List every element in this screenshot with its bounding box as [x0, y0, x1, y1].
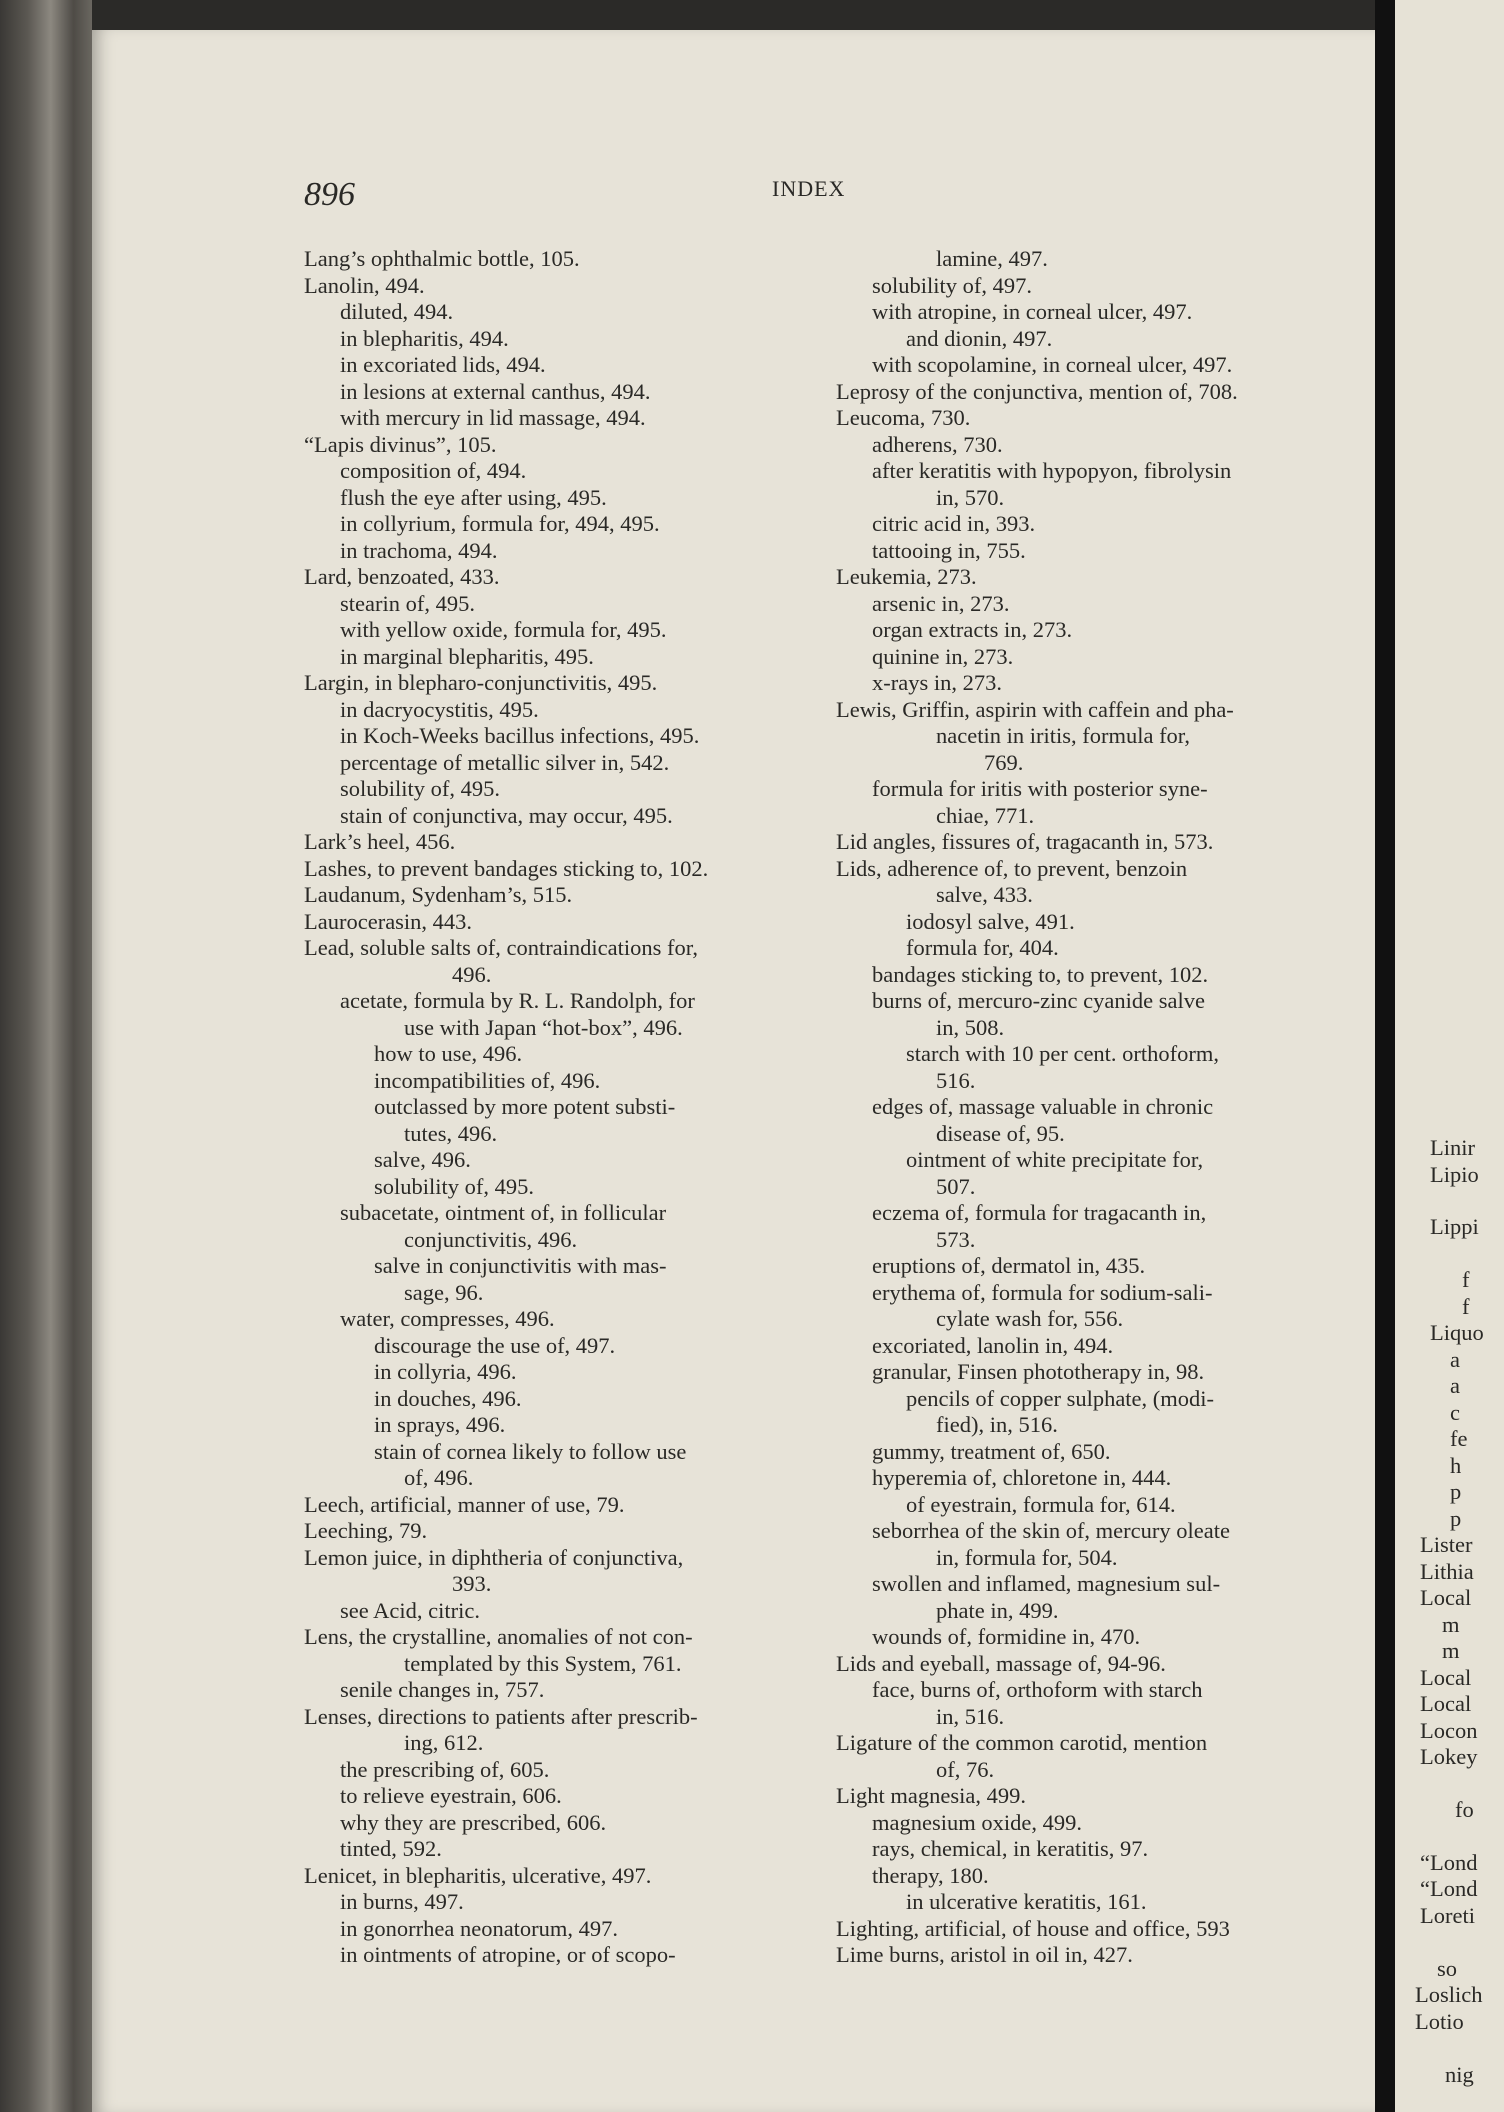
- index-entry: in ointments of atropine, or of scopo-: [340, 1942, 676, 1967]
- index-entry: in, 508.: [936, 1014, 1005, 1040]
- facing-page-fragment: Local: [1420, 1585, 1472, 1610]
- index-entry: in collyria, 496.: [374, 1359, 517, 1384]
- index-entry: flush the eye after using, 495.: [340, 484, 607, 510]
- index-entry: in douches, 496.: [374, 1385, 522, 1411]
- index-entry: Leukemia, 273.: [836, 564, 977, 589]
- facing-page-fragment: Linir: [1430, 1135, 1475, 1160]
- index-entry: granular, Finsen phototherapy in, 98.: [872, 1359, 1205, 1384]
- facing-page-fragment: Lipio: [1430, 1162, 1479, 1187]
- index-entry: Lead, soluble salts of, contraindications for,: [304, 935, 698, 960]
- index-entry: arsenic in, 273.: [872, 590, 1010, 616]
- index-entry: discourage the use of, 497.: [374, 1332, 616, 1358]
- index-entry: in, formula for, 504.: [936, 1544, 1118, 1570]
- index-entry: tinted, 592.: [340, 1836, 442, 1861]
- index-entry: why they are prescribed, 606.: [340, 1809, 607, 1835]
- facing-page-fragment: so: [1437, 1956, 1458, 1981]
- index-entry: in lesions at external canthus, 494.: [340, 378, 651, 404]
- index-entry: salve, 496.: [374, 1147, 471, 1172]
- facing-page-fragment: fe: [1450, 1426, 1468, 1451]
- index-column-right: [836, 246, 1356, 1969]
- facing-page-fragment: Lithia: [1420, 1559, 1474, 1584]
- book-binding-edge: [0, 0, 92, 2112]
- index-entry: in, 570.: [936, 484, 1005, 510]
- index-entry: incompatibilities of, 496.: [374, 1067, 601, 1093]
- index-entry: Lighting, artificial, of house and office, 593: [836, 1915, 1230, 1941]
- index-entry: in, 516.: [936, 1703, 1005, 1729]
- index-entry: senile changes in, 757.: [340, 1677, 545, 1702]
- facing-page-fragment: m: [1442, 1638, 1460, 1663]
- index-entry: solubility of, 497.: [872, 272, 1033, 298]
- index-entry: solubility of, 495.: [374, 1173, 535, 1199]
- facing-page-fragment: Local: [1420, 1665, 1472, 1690]
- index-entry: subacetate, ointment of, in follicular: [340, 1200, 667, 1225]
- index-entry: 393.: [452, 1571, 492, 1596]
- index-entry: starch with 10 per cent. orthoform,: [906, 1041, 1220, 1066]
- index-entry: stearin of, 495.: [340, 590, 475, 616]
- index-entry: fied), in, 516.: [936, 1412, 1058, 1437]
- index-entry: Lark’s heel, 456.: [304, 829, 456, 854]
- facing-page-fragment: “Lond: [1420, 1876, 1478, 1901]
- facing-page-fragment: Lippi: [1430, 1214, 1479, 1239]
- facing-page-fragment: p: [1450, 1506, 1462, 1531]
- index-entry: Largin, in blepharo-conjunctivitis, 495.: [304, 670, 658, 695]
- index-entry: x-rays in, 273.: [872, 670, 1002, 695]
- index-entry: gummy, treatment of, 650.: [872, 1438, 1111, 1464]
- index-entry: erythema of, formula for sodium-sali-: [872, 1279, 1213, 1305]
- index-entry: Leprosy of the conjunctiva, mention of, 708.: [836, 378, 1238, 404]
- index-entry: composition of, 494.: [340, 458, 527, 483]
- index-entry: hyperemia of, chloretone in, 444.: [872, 1465, 1172, 1490]
- index-entry: ointment of white precipitate for,: [906, 1147, 1204, 1172]
- index-entry: Leucoma, 730.: [836, 405, 971, 430]
- index-entry: in collyrium, formula for, 494, 495.: [340, 511, 660, 536]
- index-entry: in Koch-Weeks bacillus infections, 495.: [340, 723, 700, 748]
- index-entry: the prescribing of, 605.: [340, 1756, 550, 1782]
- index-entry: in dacryocystitis, 495.: [340, 696, 539, 722]
- facing-page-fragment: f: [1462, 1294, 1470, 1319]
- facing-page-fragment: Locon: [1420, 1718, 1478, 1743]
- facing-page-fragment: Loslich: [1415, 1982, 1483, 2007]
- index-entry: 496.: [452, 961, 492, 987]
- index-entry: iodosyl salve, 491.: [906, 908, 1075, 934]
- index-entry: 769.: [984, 749, 1024, 775]
- index-entry: Lids, adherence of, to prevent, benzoin: [836, 855, 1188, 881]
- index-entry: how to use, 496.: [374, 1041, 523, 1066]
- index-entry: conjunctivitis, 496.: [404, 1226, 578, 1252]
- index-entry: rays, chemical, in keratitis, 97.: [872, 1836, 1149, 1861]
- index-entry: of, 76.: [936, 1756, 995, 1782]
- index-entry: in ulcerative keratitis, 161.: [906, 1889, 1147, 1914]
- index-entry: 507.: [936, 1173, 976, 1199]
- index-entry: phate in, 499.: [936, 1597, 1059, 1623]
- facing-page-fragment: h: [1450, 1453, 1462, 1478]
- index-entry: seborrhea of the skin of, mercury oleate: [872, 1518, 1230, 1543]
- page-gutter: [1375, 0, 1395, 2112]
- index-entry: disease of, 95.: [936, 1120, 1065, 1146]
- index-entry: and dionin, 497.: [906, 325, 1053, 351]
- facing-page-fragment: f: [1462, 1267, 1470, 1292]
- index-entry: Lanolin, 494.: [304, 272, 425, 298]
- facing-page-fragment: “Lond: [1420, 1850, 1478, 1875]
- index-entry: ing, 612.: [404, 1730, 484, 1755]
- index-entry: wounds of, formidine in, 470.: [872, 1624, 1141, 1649]
- index-entry: of eyestrain, formula for, 614.: [906, 1491, 1176, 1517]
- index-entry: Lenicet, in blepharitis, ulcerative, 497.: [304, 1862, 652, 1888]
- index-entry: salve, 433.: [936, 882, 1033, 907]
- index-entry: therapy, 180.: [872, 1862, 989, 1888]
- index-column-left: [304, 246, 824, 1969]
- facing-page-fragment: a: [1450, 1347, 1460, 1372]
- index-entry: in blepharitis, 494.: [340, 325, 509, 351]
- index-entry: percentage of metallic silver in, 542.: [340, 749, 670, 775]
- index-entry: Laudanum, Sydenham’s, 515.: [304, 882, 573, 907]
- index-entry: with atropine, in corneal ulcer, 497.: [872, 299, 1193, 324]
- index-entry: chiae, 771.: [936, 802, 1035, 828]
- running-head: INDEX: [772, 176, 846, 201]
- index-entry: solubility of, 495.: [340, 776, 501, 801]
- index-entry: of, 496.: [404, 1465, 474, 1490]
- index-entry: in burns, 497.: [340, 1889, 464, 1914]
- index-entry: “Lapis divinus”, 105.: [304, 431, 497, 457]
- index-entry: Ligature of the common carotid, mention: [836, 1730, 1208, 1755]
- index-entry: Lenses, directions to patients after prescrib-: [304, 1703, 698, 1729]
- index-entry: quinine in, 273.: [872, 643, 1014, 669]
- index-entry: Lime burns, aristol in oil in, 427.: [836, 1942, 1133, 1967]
- index-entry: edges of, massage valuable in chronic: [872, 1094, 1214, 1119]
- facing-page-fragment: nig: [1445, 2062, 1474, 2087]
- index-entry: tutes, 496.: [404, 1120, 498, 1146]
- index-entry: diluted, 494.: [340, 299, 454, 324]
- page-number: 896: [304, 176, 355, 213]
- facing-page-fragment: a: [1450, 1373, 1460, 1398]
- index-entry: pencils of copper sulphate, (modi-: [906, 1385, 1215, 1411]
- index-entry: in sprays, 496.: [374, 1412, 506, 1437]
- index-entry: Lemon juice, in diphtheria of conjunctiva,: [304, 1544, 684, 1570]
- index-entry: eruptions of, dermatol in, 435.: [872, 1253, 1146, 1278]
- index-entry: with mercury in lid massage, 494.: [340, 405, 646, 430]
- index-entry: stain of conjunctiva, may occur, 495.: [340, 802, 673, 828]
- index-entry: burns of, mercuro-zinc cyanide salve: [872, 988, 1205, 1013]
- index-entry: salve in conjunctivitis with mas-: [374, 1253, 667, 1278]
- index-entry: in gonorrhea neonatorum, 497.: [340, 1915, 619, 1941]
- index-entry: 573.: [936, 1226, 976, 1252]
- index-entry: nacetin in iritis, formula for,: [936, 723, 1191, 748]
- index-entry: acetate, formula by R. L. Randolph, for: [340, 988, 695, 1013]
- index-entry: magnesium oxide, 499.: [872, 1809, 1082, 1835]
- index-entry: outclassed by more potent substi-: [374, 1094, 676, 1119]
- facing-page-fragment: fo: [1455, 1797, 1474, 1822]
- index-entry: Lard, benzoated, 433.: [304, 564, 500, 589]
- index-entry: organ extracts in, 273.: [872, 617, 1073, 642]
- index-entry: in trachoma, 494.: [340, 537, 498, 563]
- index-entry: Lid angles, fissures of, tragacanth in, 573.: [836, 829, 1214, 854]
- index-entry: stain of cornea likely to follow use: [374, 1438, 687, 1464]
- index-entry: in excoriated lids, 494.: [340, 352, 546, 377]
- facing-page-fragment: Loreti: [1420, 1903, 1475, 1928]
- facing-page-fragment: Lister: [1420, 1532, 1473, 1557]
- index-entry: after keratitis with hypopyon, fibrolysin: [872, 458, 1232, 483]
- index-entry: in marginal blepharitis, 495.: [340, 643, 594, 669]
- facing-page-fragment: m: [1442, 1612, 1460, 1637]
- index-entry: formula for, 404.: [906, 935, 1059, 960]
- index-entry: adherens, 730.: [872, 431, 1003, 457]
- index-entry: Lang’s ophthalmic bottle, 105.: [304, 246, 580, 271]
- index-entry: face, burns of, orthoform with starch: [872, 1677, 1203, 1702]
- index-entry: bandages sticking to, to prevent, 102.: [872, 961, 1209, 987]
- index-entry: Lashes, to prevent bandages sticking to, 102.: [304, 855, 709, 881]
- index-entry: Lewis, Griffin, aspirin with caffein and pha-: [836, 696, 1234, 722]
- facing-page-fragment: Lokey: [1420, 1744, 1478, 1769]
- index-entry: water, compresses, 496.: [340, 1306, 555, 1331]
- index-entry: templated by this System, 761.: [404, 1650, 682, 1676]
- index-entry: to relieve eyestrain, 606.: [340, 1783, 562, 1808]
- index-entry: Leech, artificial, manner of use, 79.: [304, 1491, 625, 1517]
- index-entry: sage, 96.: [404, 1279, 484, 1305]
- index-entry: 516.: [936, 1067, 976, 1093]
- facing-page-fragment: p: [1450, 1479, 1462, 1504]
- index-entry: formula for iritis with posterior syne-: [872, 776, 1208, 801]
- facing-page-fragment: Liquo: [1430, 1320, 1484, 1345]
- index-entry: Light magnesia, 499.: [836, 1783, 1026, 1808]
- facing-page-fragments: [1395, 0, 1504, 2112]
- index-entry: swollen and inflamed, magnesium sul-: [872, 1571, 1221, 1596]
- index-entry: lamine, 497.: [936, 246, 1048, 271]
- index-entry: Lens, the crystalline, anomalies of not con-: [304, 1624, 693, 1649]
- index-entry: Lids and eyeball, massage of, 94-96.: [836, 1650, 1166, 1676]
- index-entry: citric acid in, 393.: [872, 511, 1036, 536]
- index-entry: Leeching, 79.: [304, 1518, 428, 1543]
- index-entry: excoriated, lanolin in, 494.: [872, 1332, 1114, 1358]
- index-entry: use with Japan “hot-box”, 496.: [404, 1014, 683, 1040]
- index-entry: see Acid, citric.: [340, 1597, 480, 1623]
- facing-page-fragment: Lotio: [1415, 2009, 1464, 2034]
- index-entry: eczema of, formula for tragacanth in,: [872, 1200, 1207, 1225]
- facing-page-fragment: Local: [1420, 1691, 1472, 1716]
- facing-page-edge: [1395, 0, 1504, 2112]
- index-entry: tattooing in, 755.: [872, 537, 1026, 563]
- index-entry: with yellow oxide, formula for, 495.: [340, 617, 667, 642]
- index-entry: with scopolamine, in corneal ulcer, 497.: [872, 352, 1233, 377]
- facing-page-fragment: c: [1450, 1400, 1460, 1425]
- index-entry: cylate wash for, 556.: [936, 1306, 1124, 1331]
- index-entry: Laurocerasin, 443.: [304, 908, 473, 934]
